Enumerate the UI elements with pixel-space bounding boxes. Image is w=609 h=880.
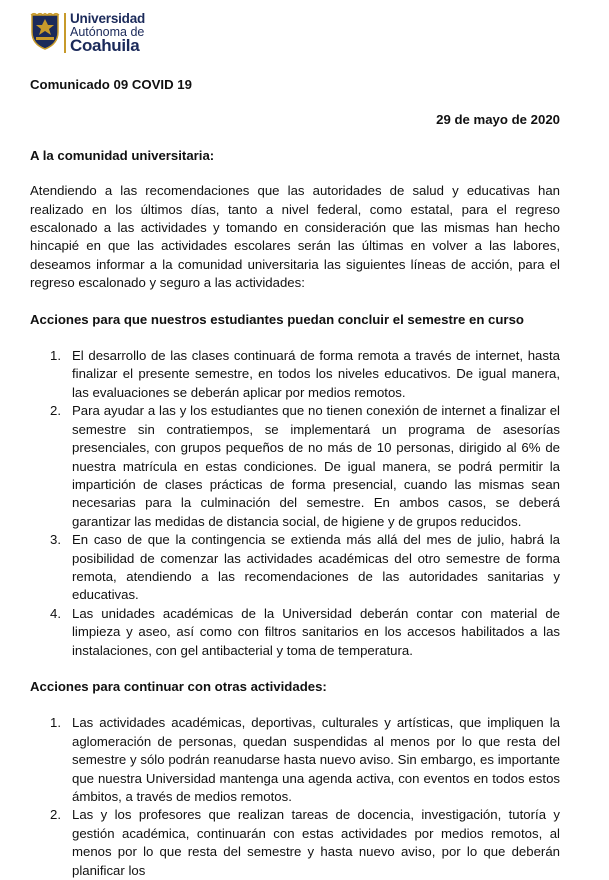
list-item-text: Para ayudar a las y los estudiantes que no tienen conexión de internet a finalizar el semestre sin contratiempos, se implementará un programa de asesorías presenciales, con grupos pequeños de no más de 10 personas, dirigido al 6% de nuestra matrícula en estas condiciones. De igual manera, se podrá permitir la impartición de clases prácticas de forma presencial, cuando las mismas sean necesarias para la culminación del semestre. En ambos casos, se deberá garantizar las medidas de distancia social, de higiene y de grupos reducidos. bbox=[72, 403, 560, 529]
salutation: A la comunidad universitaria: bbox=[30, 147, 215, 163]
list-item-number: 3. bbox=[50, 532, 61, 548]
list-item bbox=[30, 347, 560, 402]
list-item bbox=[30, 402, 560, 531]
list-item-text: En caso de que la contingencia se extienda más allá del mes de julio, habrá la posibilidad de comenzar las actividades académicas del otro semestre de forma remota, atendiendo a las recomendaciones de las autoridades sanitarias y educativas. bbox=[72, 532, 560, 603]
list-item-number: 4. bbox=[50, 605, 61, 621]
document-date: 29 de mayo de 2020 bbox=[436, 112, 560, 128]
section1-list bbox=[30, 347, 560, 660]
list-item bbox=[30, 714, 560, 806]
intro-paragraph: Atendiendo a las recomendaciones que las autoridades de salud y educativas han realizado en los últimos días, tanto a nivel federal, como estatal, para el regreso escalonado a las actividades y tomando en consideración que las mismas han hecho hincapié en que las actividades escolares serán las últimas en volver a las labores, deseamos informar a la comunidad universitaria las siguientes líneas de acción, para el regreso escalonado y seguro a las actividades: bbox=[30, 183, 560, 291]
list-item-text: El desarrollo de las clases continuará de forma remota a través de internet, hasta finalizar el presente semestre, en todos los niveles educativos. De igual manera, las evaluaciones se deberán aplicar por medios remotos. bbox=[72, 348, 560, 400]
logo-line-universidad: Universidad bbox=[70, 11, 146, 26]
section2-list bbox=[30, 714, 560, 880]
section2-heading: Acciones para continuar con otras actividades: bbox=[30, 678, 327, 694]
list-item bbox=[30, 806, 560, 880]
logo-line-autonoma: Autónoma de bbox=[70, 24, 145, 39]
logo-divider bbox=[64, 13, 66, 53]
list-item-text: Las actividades académicas, deportivas, culturales y artísticas, que impliquen la aglomeración de personas, quedan suspendidas al menos por lo que resta del semestre y sólo podrán reanudarse hasta nuevo aviso. Sin embargo, es importante que nuestra Universidad mantenga una agenda activa, con eventos en todos estos ámbitos, a través de medios remotos. bbox=[72, 715, 560, 804]
list-item-text: Las unidades académicas de la Universidad deberán contar con material de limpieza y aseo, así como con filtros sanitarios en los accesos habilitados a las instalaciones, con gel antibacterial y toma de temperatura. bbox=[72, 605, 560, 658]
list-item bbox=[30, 531, 560, 605]
university-shield-icon bbox=[30, 12, 60, 50]
list-item bbox=[30, 605, 560, 660]
bulletin-title: Comunicado 09 COVID 19 bbox=[30, 77, 192, 92]
document-body bbox=[30, 76, 560, 880]
list-item-number: 2. bbox=[50, 807, 61, 823]
list-item-number: 1. bbox=[50, 715, 61, 731]
list-item-number: 1. bbox=[50, 348, 61, 364]
section1-heading: Acciones para que nuestros estudiantes puedan concluir el semestre en curso bbox=[30, 311, 524, 327]
logo-text bbox=[70, 12, 145, 54]
list-item-text: Las y los profesores que realizan tareas de docencia, investigación, tutoría y gestión académica, continuarán con estas actividades por medios remotos, al menos por lo que resta del semestre y hasta nuevo aviso, por lo que deberán planificar los bbox=[72, 807, 560, 878]
list-item-number: 2. bbox=[50, 403, 61, 419]
logo-line-coahuila: Coahuila bbox=[70, 36, 140, 55]
university-logo bbox=[30, 12, 145, 54]
